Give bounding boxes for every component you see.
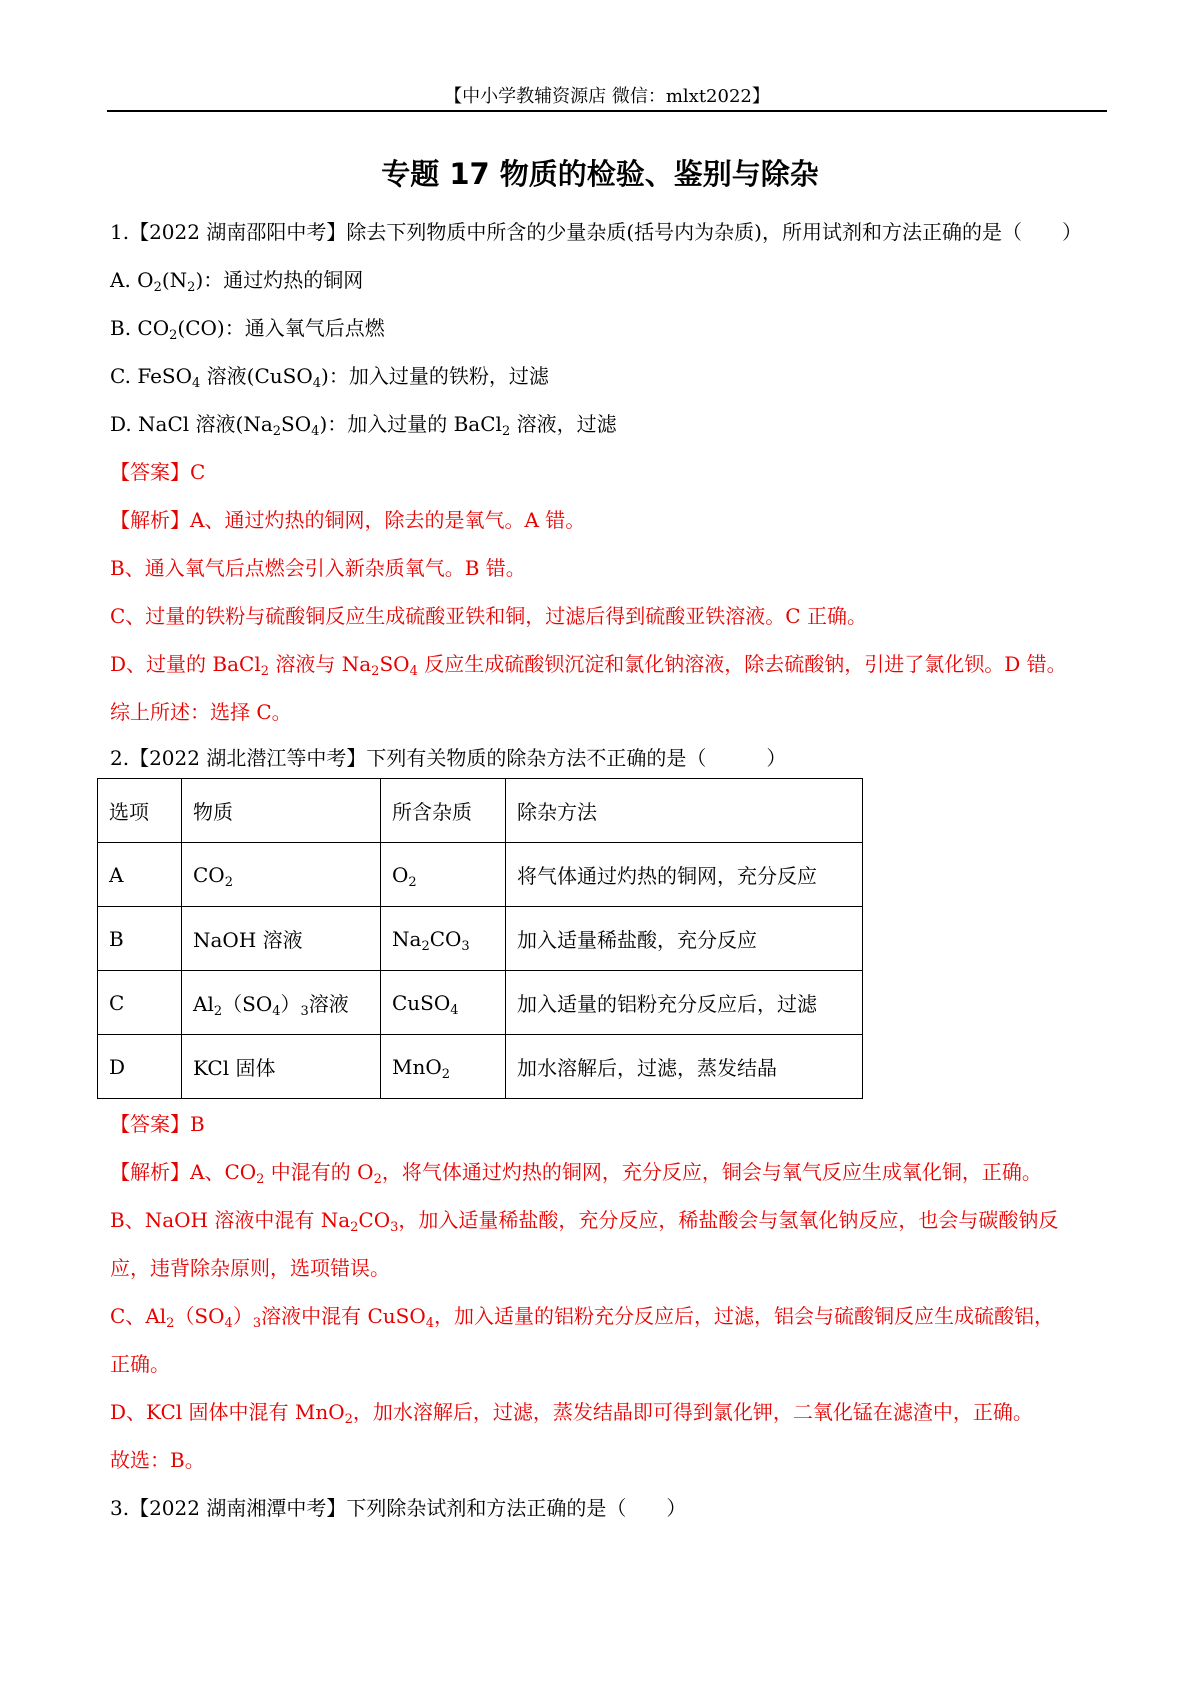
option-formula: NaCl xyxy=(138,412,190,436)
analysis-text: ，加水溶解后，过滤，蒸发结晶即可得到氯化钾，二氧化锰在滤渣中，正确。 xyxy=(352,1400,1033,1424)
option-label: A. xyxy=(110,268,138,292)
table-cell-substance: NaOH 溶液 xyxy=(182,907,381,971)
q1-stem-prefix: 1.【2022 湖南邵阳中考】 xyxy=(110,220,347,244)
table-cell-impurity: $O_2$ xyxy=(381,843,506,907)
substance-text: 溶液 xyxy=(308,992,349,1016)
table-row xyxy=(98,907,863,971)
analysis-text: ，加入适量的铝粉充分反应后，过滤，铝会与硫酸铜反应生成硫酸铝， xyxy=(434,1304,1055,1328)
q2-stem xyxy=(110,744,786,772)
table-cell-substance: $Al_2(SO_4)_3$溶液 xyxy=(182,971,381,1035)
table-cell-method: 加入适量的铝粉充分反应后，过滤 xyxy=(506,971,863,1035)
q1-summary: 综上所述：选择 C。 xyxy=(110,700,292,724)
analysis-text: 溶液与 xyxy=(269,652,342,676)
table-cell-option: A xyxy=(98,843,182,907)
q1-analysis-d: D、过量的 BaCl$_2$ 溶液与 $Na_2SO_4$ 反应生成硫酸钡沉淀和氯化钠溶液，除去硫酸钠，引进了氯化钡。D 错。 xyxy=(110,652,1067,679)
q1-analysis-c: C、过量的铁粉与硫酸铜反应生成硫酸亚铁和铜，过滤后得到硫酸亚铁溶液。C 正确。 xyxy=(110,604,867,628)
option-text: ：通过灼热的铜网 xyxy=(203,268,364,292)
table-cell-option: B xyxy=(98,907,182,971)
table-cell-substance: KCl 固体 xyxy=(182,1035,381,1099)
analysis-text: 反应生成硫酸钡沉淀和氯化钠溶液，除去硫酸钠，引进了氯化钡。D 错。 xyxy=(417,652,1067,676)
analysis-label: 【解析】 xyxy=(110,508,190,532)
q2-stem-prefix: 2.【2022 湖北潜江等中考】 xyxy=(110,746,367,770)
option-text: ：加入过量的 xyxy=(327,412,454,436)
table-cell-method: 将气体通过灼热的铜网，充分反应 xyxy=(506,843,863,907)
q1-option-c: C. FeSO$_4$ 溶液(CuSO$_4$)：加入过量的铁粉，过滤 xyxy=(110,364,549,391)
option-label: D. xyxy=(110,412,139,436)
analysis-text: 溶液中混有 xyxy=(261,1304,368,1328)
option-text: ：通入氧气后点燃 xyxy=(224,316,385,340)
option-label: C. xyxy=(110,364,138,388)
q1-stem xyxy=(110,218,1082,246)
analysis-text: A、 xyxy=(190,1160,225,1184)
table-row xyxy=(98,843,863,907)
option-text: ：加入过量的铁粉，过滤 xyxy=(328,364,549,388)
q1-stem-text: 除去下列物质中所含的少量杂质(括号内为杂质)，所用试剂和方法正确的是（ ） xyxy=(346,220,1082,244)
analysis-text: C、 xyxy=(110,1304,146,1328)
analysis-text: B、NaOH 溶液中混有 xyxy=(110,1208,321,1232)
table-cell-option: C xyxy=(98,971,182,1035)
q1-option-a: A. $O_2(N_2)$：通过灼热的铜网 xyxy=(110,268,364,295)
q2-analysis-b-cont: 应，违背除杂原则，选项错误。 xyxy=(110,1256,390,1280)
q2-analysis-c-cont: 正确。 xyxy=(110,1352,170,1376)
q2-analysis-c: C、$Al_2(SO_4)_3$溶液中混有 CuSO$_4$，加入适量的铝粉充分反应后，过滤，铝会与硫酸铜反应生成硫酸铝， xyxy=(110,1304,1055,1331)
q1-analysis-a xyxy=(110,506,585,534)
q2-analysis-b: B、NaOH 溶液中混有 $Na_2CO_3$，加入适量稀盐酸，充分反应，稀盐酸会与氢氧化钠反应，也会与碳酸钠反 xyxy=(110,1208,1059,1235)
option-text: 溶液 xyxy=(189,412,236,436)
table-row xyxy=(98,1035,863,1099)
q2-analysis-a: 【解析】A、$CO_2$ 中混有的 $O_2$，将气体通过灼热的铜网，充分反应，铜会与氧气反应生成氧化铜，正确。 xyxy=(110,1160,1042,1187)
header-rule xyxy=(107,110,1107,112)
q1-option-b: B. $CO_2(CO)$：通入氧气后点燃 xyxy=(110,316,385,343)
q1-analysis-b: B、通入氧气后点燃会引入新杂质氧气。B 错。 xyxy=(110,556,526,580)
page-header: 【中小学教辅资源店 微信：mlxt2022】 xyxy=(444,86,770,107)
q2-answer: 【答案】B xyxy=(110,1112,205,1136)
table-cell-option: D xyxy=(98,1035,182,1099)
q3-stem xyxy=(110,1494,686,1522)
table-cell-impurity: CuSO$_4$ xyxy=(381,971,506,1035)
table-header-row xyxy=(98,779,863,843)
q2-analysis-d: D、KCl 固体中混有 MnO$_2$，加水溶解后，过滤，蒸发结晶即可得到氯化钾，二氧化锰在滤渣中，正确。 xyxy=(110,1400,1033,1427)
q1-answer: 【答案】C xyxy=(110,460,206,484)
option-text: 溶液 xyxy=(206,364,247,388)
option-label: B. xyxy=(110,316,138,340)
q3-stem-text: 下列除杂试剂和方法正确的是（ ） xyxy=(346,1496,687,1520)
table-cell-method: 加水溶解后，过滤，蒸发结晶 xyxy=(506,1035,863,1099)
table-cell-substance: $CO_2$ xyxy=(182,843,381,907)
table-row xyxy=(98,971,863,1035)
table-header-cell: 所含杂质 xyxy=(381,779,506,843)
q2-summary: 故选：B。 xyxy=(110,1448,205,1472)
table-header-cell: 物质 xyxy=(182,779,381,843)
q2-stem-text: 下列有关物质的除杂方法不正确的是（ ） xyxy=(366,746,787,770)
table-cell-impurity: $Na_2CO_3$ xyxy=(381,907,506,971)
analysis-text: D、过量的 xyxy=(110,652,213,676)
q1-option-d: D. NaCl 溶液$(Na_2SO_4)$：加入过量的 BaCl$_2$ 溶液，过滤 xyxy=(110,412,617,439)
option-text: 溶液，过滤 xyxy=(510,412,617,436)
q3-stem-prefix: 3.【2022 湖南湘潭中考】 xyxy=(110,1496,347,1520)
table-cell-method: 加入适量稀盐酸，充分反应 xyxy=(506,907,863,971)
analysis-text: D、KCl 固体中混有 xyxy=(110,1400,295,1424)
table-header-cell: 除杂方法 xyxy=(506,779,863,843)
analysis-label: 【解析】 xyxy=(110,1160,190,1184)
analysis-text: A、通过灼热的铜网，除去的是氧气。A 错。 xyxy=(190,508,586,532)
page-title: 专题 17 物质的检验、鉴别与除杂 xyxy=(381,157,819,191)
table-header-cell: 选项 xyxy=(98,779,182,843)
q2-table xyxy=(97,778,863,1099)
table-cell-impurity: MnO$_2$ xyxy=(381,1035,506,1099)
analysis-text: ，将气体通过灼热的铜网，充分反应，铜会与氧气反应生成氧化铜，正确。 xyxy=(381,1160,1042,1184)
analysis-text: 中混有的 xyxy=(264,1160,358,1184)
analysis-text: ，加入适量稀盐酸，充分反应，稀盐酸会与氢氧化钠反应，也会与碳酸钠反 xyxy=(398,1208,1059,1232)
